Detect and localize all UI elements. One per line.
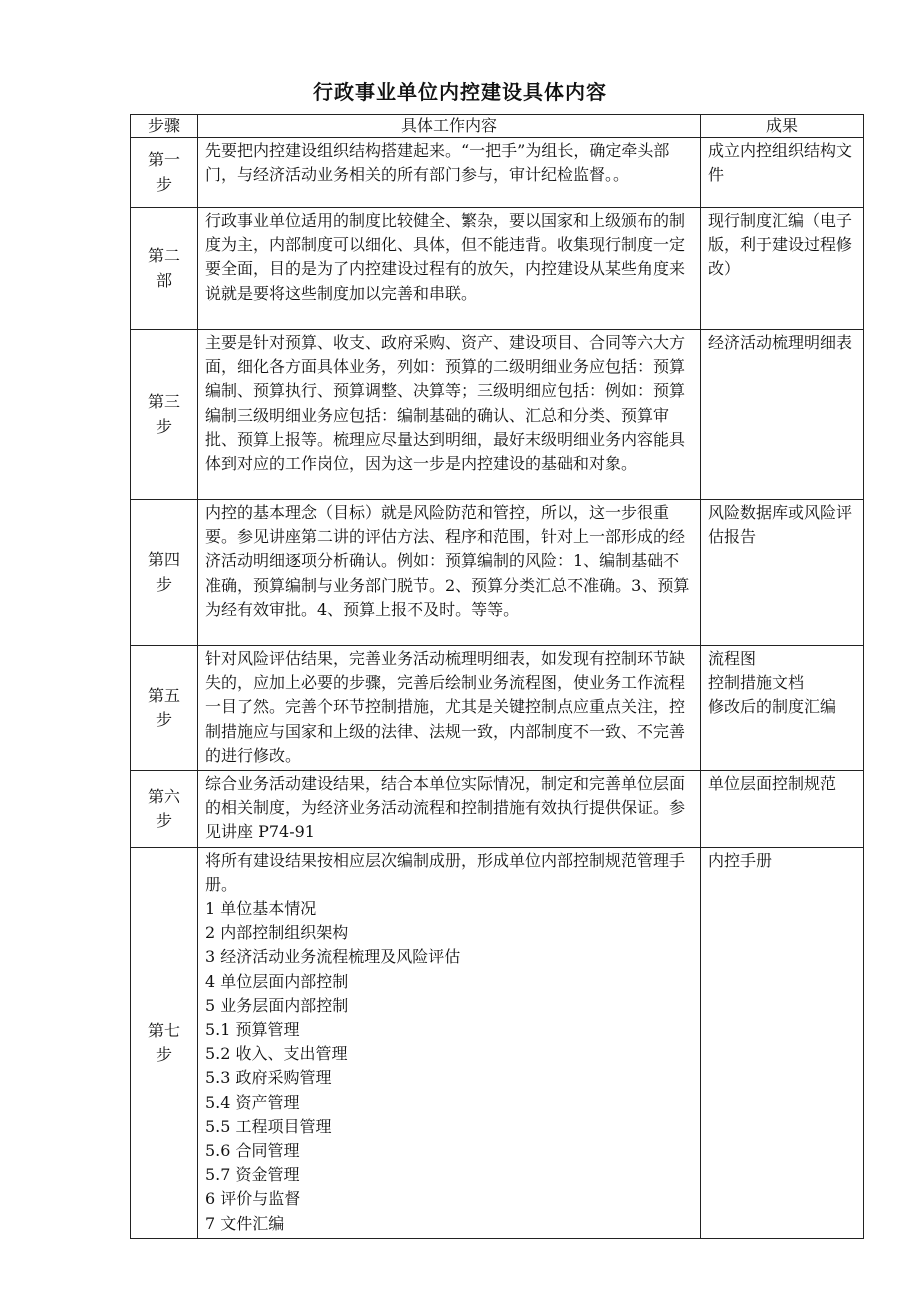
- content-line: 行政事业单位适用的制度比较健全、繁杂，要以国家和上级颁布的制度为主，内部制度可以细化、具体，但不能违背。收集现行制度一定要全面，目的是为了内控建设过程有的放矢，内控建设从某些角度来说就是要将这些制度加以完善和串联。: [205, 211, 686, 303]
- step-cell: 第三步: [131, 330, 198, 500]
- result-line: 经济活动梳理明细表: [708, 333, 853, 352]
- header-result: 成果: [701, 115, 864, 138]
- result-line: 控制措施文档: [708, 673, 805, 693]
- table-row: [131, 646, 864, 771]
- content-line: 5.1 预算管理: [205, 1020, 300, 1040]
- step-cell: 第二部: [131, 208, 198, 330]
- content-cell: [198, 771, 701, 848]
- table-row: [131, 847, 864, 1238]
- step-cell: 第五步: [131, 646, 198, 771]
- step-cell: 第七步: [131, 847, 198, 1238]
- table-header-row: [131, 115, 864, 138]
- result-cell: [701, 208, 864, 330]
- result-line: 风险数据库或风险评估报告: [708, 503, 853, 547]
- result-cell: [701, 847, 864, 1238]
- content-line: 主要是针对预算、收支、政府采购、资产、建设项目、合同等六大方面，细化各方面具体业务，列如：预算的二级明细业务应包括：预算编制、预算执行、预算调整、决算等；三级明细应包括：例如：预算编制三级明细业务应包括：编制基础的确认、汇总和分类、预算审批、预算上报等。梳理应尽量达到明细，最好末级明细业务内容能具体到对应的工作岗位，因为这一步是内控建设的基础和对象。: [205, 333, 686, 474]
- content-line: 5 业务层面内部控制: [205, 995, 349, 1015]
- result-cell: [701, 771, 864, 848]
- content-line: 4 单位层面内部控制: [205, 971, 349, 991]
- content-cell: [198, 208, 701, 330]
- content-line: 将所有建设结果按相应层次编制成册，形成单位内部控制规范管理手册。: [205, 850, 686, 894]
- step-cell: 第四步: [131, 500, 198, 646]
- content-line: 1 单位基本情况: [205, 899, 317, 919]
- content-line: 5.7 资金管理: [205, 1165, 300, 1185]
- table-row: [131, 330, 864, 500]
- content-line: 5.2 收入、支出管理: [205, 1044, 348, 1064]
- content-line: 5.6 合同管理: [205, 1141, 300, 1161]
- content-line: 针对风险评估结果，完善业务活动梳理明细表，如发现有控制环节缺失的，应加上必要的步骤，完善后绘制业务流程图，使业务工作流程一目了然。完善个环节控制措施，尤其是关键控制点应重点关注，控制措施应与国家和上级的法律、法规一致，内部制度不一致、不完善的进行修改。: [205, 649, 686, 765]
- content-line: 5.5 工程项目管理: [205, 1116, 332, 1136]
- content-table: [130, 114, 864, 1239]
- content-line: 内控的基本理念（目标）就是风险防范和管控，所以，这一步很重要。参见讲座第二讲的评估方法、程序和范围，针对上一部形成的经济活动明细逐项分析确认。例如：预算编制的风险：1、编制基础不准确，预算编制与业务部门脱节。2、预算分类汇总不准确。3、预算为经有效审批。4、预算上报不及时。等等。: [205, 503, 690, 619]
- content-line: 5.4 资产管理: [205, 1092, 300, 1112]
- content-cell: [198, 330, 701, 500]
- result-cell: [701, 500, 864, 646]
- document-title: 行政事业单位内控建设具体内容: [313, 80, 607, 104]
- content-line: 5.3 政府采购管理: [205, 1068, 332, 1088]
- content-line: 6 评价与监督: [205, 1189, 301, 1209]
- result-line: 修改后的制度汇编: [708, 697, 837, 717]
- header-step: 步骤: [131, 115, 198, 138]
- step-cell: 第六步: [131, 771, 198, 848]
- table-body: [131, 138, 864, 1239]
- header-content: 具体工作内容: [198, 115, 701, 138]
- content-cell: [198, 138, 701, 208]
- result-cell: [701, 138, 864, 208]
- step-cell: 第一步: [131, 138, 198, 208]
- content-line: 3 经济活动业务流程梳理及风险评估: [205, 947, 461, 967]
- content-cell: [198, 646, 701, 771]
- content-line: 2 内部控制组织架构: [205, 923, 349, 943]
- content-cell: [198, 500, 701, 646]
- result-cell: [701, 646, 864, 771]
- result-line: 现行制度汇编（电子版，利于建设过程修改）: [708, 211, 853, 279]
- table-row: [131, 500, 864, 646]
- table-row: [131, 138, 864, 208]
- result-line: 成立内控组织结构文件: [708, 141, 853, 185]
- result-line: 内控手册: [708, 850, 773, 870]
- table-row: [131, 771, 864, 848]
- content-line: 7 文件汇编: [205, 1213, 285, 1233]
- result-line: 流程图: [708, 649, 757, 668]
- table-row: [131, 208, 864, 330]
- result-line: 单位层面控制规范: [708, 774, 837, 794]
- content-cell: [198, 847, 701, 1238]
- content-line: 先要把内控建设组织结构搭建起来。“一把手”为组长，确定牵头部门，与经济活动业务相关的所有部门参与，审计纪检监督。。: [205, 141, 670, 185]
- content-line: 综合业务活动建设结果，结合本单位实际情况，制定和完善单位层面的相关制度，为经济业务活动流程和控制措施有效执行提供保证。参见讲座 P74-91: [205, 774, 686, 842]
- result-cell: [701, 330, 864, 500]
